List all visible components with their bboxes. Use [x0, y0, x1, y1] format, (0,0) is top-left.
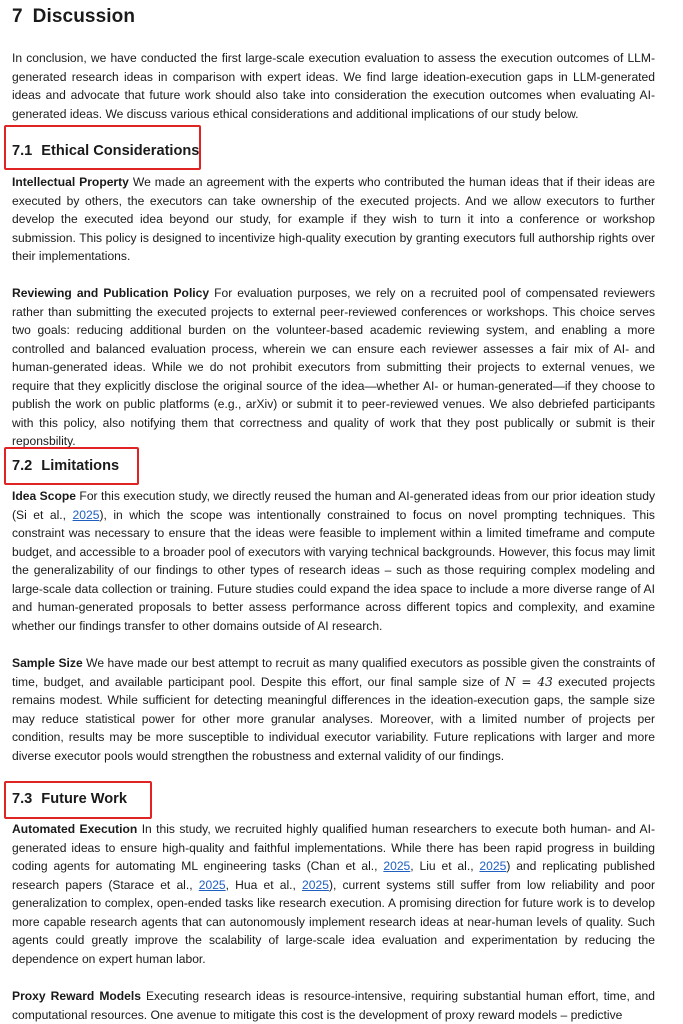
- subsection-heading-ethical: [12, 143, 199, 159]
- subsection-title: Limitations: [41, 458, 120, 474]
- text-run: , Hua et al.,: [225, 877, 303, 892]
- text-run: We have made our best attempt to recruit as many qualified executors as possible given the constraints of time, budget, and available participant pool. Despite this effort, our final sample size of: [12, 656, 655, 689]
- text-run: ) and replicating published research papers (Starace et al.,: [12, 859, 655, 892]
- subsection-title: Ethical Considerations: [41, 143, 200, 159]
- paragraph-body: Executing research ideas is resource-intensive, requiring substantial human effort, time, and computational resources. One avenue to mitigate this cost is the development of proxy reward models – predictive: [12, 989, 655, 1022]
- paragraph-proxy-reward: [12, 987, 655, 1024]
- text-run: For this execution study, we directly reused the human and AI-generated ideas from our prior ideation study (Si et al.,: [12, 489, 655, 522]
- citation-link[interactable]: 2025: [198, 877, 226, 892]
- subsection-heading-future-work: [12, 791, 127, 807]
- citation-link[interactable]: 2025: [302, 877, 329, 892]
- subsection-title: Future Work: [41, 791, 127, 807]
- subsection-heading-limitations: [12, 458, 119, 474]
- paragraph-head: Proxy Reward Models: [12, 989, 141, 1003]
- text-run: ), in which the scope was intentionally constrained to focus on novel prompting techniques. This constraint was necessary to ensure that the ideas were feasible to implement within a limited timeframe and compute budget, and accessible to a broader pool of executors with varying technical backgrounds. However, this focus may limit the generalizability of our findings to other types of research ideas – such as those requiring complex modeling and large-scale data collection or training. Future studies could expand the idea space to include a more diverse range of AI and human-generated proposals to better assess performance across different topics and complexity, and examine whether our findings transfer to other domains outside of AI research.: [12, 507, 655, 633]
- paragraph-body: We made an agreement with the experts who contributed the human ideas that if their ideas are executed by others, the executors can take ownership of the executed projects. And we allow executors to further develop the executed idea beyond our study, for example if they wish to turn it into a conference or workshop submission. This policy is designed to incentivize high-quality execution by granting executors full authorship rights over their implementations.: [12, 175, 655, 263]
- intro-paragraph: In conclusion, we have conducted the first large-scale execution evaluation to assess the execution outcomes of LLM-generated research ideas in comparison with expert ideas. We find large ideation-execution gaps in LLM-generated ideas and advocate that future work should also take into consideration the execution outcomes when evaluating AI-generated ideas. We discuss various ethical considerations and additional implications of our study below.: [12, 51, 655, 121]
- paragraph-head: Automated Execution: [12, 822, 138, 836]
- paragraph-reviewing-policy: [12, 284, 655, 451]
- text-run: In this study, we recruited highly qualified human researchers to execute both human- and AI-generated ideas to ensure high-quality and faithful implementations. While there has been rapid progress in building coding agents for automating ML engineering tasks (Chan et al.,: [12, 822, 656, 873]
- citation-link[interactable]: 2025: [72, 507, 100, 522]
- section-title: Discussion: [32, 6, 136, 27]
- subsection-number: 7.1: [12, 143, 33, 159]
- section-number: 7: [12, 6, 23, 27]
- text-run: ), current systems still suffer from low reliability and poor generalization to complex, open-ended tasks like research execution. A promising direction for future work is to develop more capable research agents that can autonomously implement research ideas at near-human levels of quality. Such agents could greatly improve the scalability of large-scale idea evaluation and experimentation by reducing the dependence on expert human labor.: [12, 877, 655, 966]
- paragraph-head: Intellectual Property: [12, 175, 129, 189]
- citation-link[interactable]: 2025: [479, 859, 507, 873]
- paragraph-body: For evaluation purposes, we rely on a recruited pool of compensated reviewers rather than submitting the executed projects to external peer-reviewed conferences or workshops. This choice serves two goals: reducing additional burden on the volunteer-based academic reviewing system, and enabling a more controlled and balanced evaluation process, wherein we can ensure each reviewer assesses a fair mix of AI- and human-generated ideas. While we do not prohibit executors from submitting their projects to external venues, we require that they explicitly disclose the original source of the idea—whether AI- or human-generated—if they choose to publish the work on public platforms (e.g., arXiv) or submit it to peer-reviewed venues. We also debriefed participants with this policy, also notifying them that correctness and quality of work that they post publically or submit is their reponsbility.: [12, 286, 655, 448]
- text-run: , Liu et al.,: [410, 859, 480, 873]
- citation-link[interactable]: 2025: [383, 859, 411, 873]
- paragraph-automated-execution: [12, 820, 655, 968]
- paragraph-head: Idea Scope: [12, 489, 76, 503]
- subsection-number: 7.2: [12, 458, 33, 474]
- math-expression: N = 43: [504, 674, 553, 689]
- paragraph-idea-scope: [12, 487, 655, 635]
- subsection-number: 7.3: [12, 791, 33, 807]
- section-heading: [12, 6, 135, 28]
- paragraph-sample-size: [12, 654, 655, 765]
- paragraph-head: Reviewing and Publication Policy: [12, 286, 210, 300]
- paragraph-intellectual-property: [12, 173, 655, 266]
- paragraph-head: Sample Size: [12, 656, 83, 670]
- text-run: executed projects remains modest. While sufficient for detecting meaningful differences in the ideation-execution gaps, the sample size may reduce statistical power for other more granular analyses. Moreover, with a limited number of projects per condition, results may be more susceptible to individual executor variability. Future replications with larger and more diverse executor pools would strengthen the robustness and external validity of our findings.: [12, 674, 655, 763]
